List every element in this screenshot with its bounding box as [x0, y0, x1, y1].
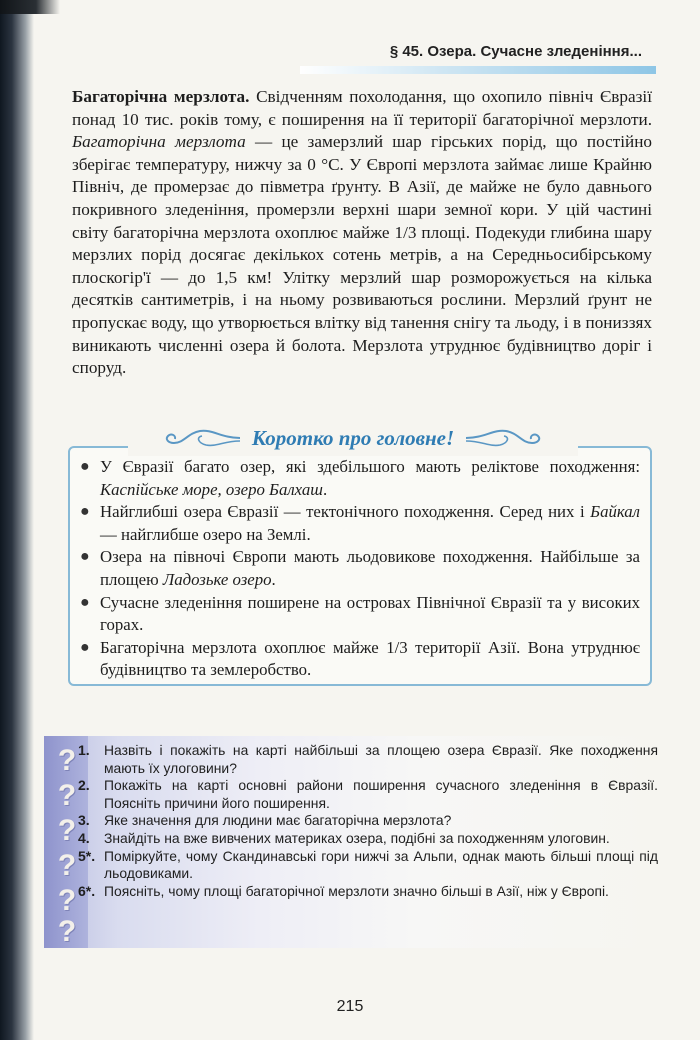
question-item — [68, 848, 658, 883]
scan-corner-shadow — [0, 0, 60, 14]
left-flourish-icon — [162, 425, 242, 451]
paragraph-text-1: Свідченням похолодання, що охопило північ Євразії понад 10 тис. років тому, є поширення на її території багаторічної мерзлоти. — [72, 87, 652, 129]
question-text: Знайдіть на вже вивчених материках озера, подібні за походженням улоговин. — [104, 829, 610, 846]
lead-term: Багаторічна мерзлота. — [72, 87, 250, 106]
question-number: 1. — [78, 742, 90, 758]
bullet-icon: ● — [80, 593, 90, 611]
book-spine-shadow — [0, 0, 34, 1040]
summary-item: ● Озера на півночі Європи мають льодовикове походження. Найбільше за площею Ладозьке озеро. — [80, 547, 640, 589]
summary-item: ● У Євразії багато озер, які здебільшого мають реліктове походження: Каспійське море, озеро Балхаш. — [80, 457, 640, 499]
question-number: 5*. — [78, 847, 96, 864]
bullet-icon: ● — [80, 503, 90, 521]
question-text: Назвіть і покажіть на карті найбільші за площею озера Євразії. Яке походження мають їх улоговини? — [104, 742, 658, 776]
term-italic: Багаторічна мерзлота — [72, 132, 246, 152]
question-text: Яке значення для людини має багаторічна мерзлота? — [104, 812, 452, 829]
questions-list — [68, 742, 658, 900]
page-number: 215 — [336, 998, 364, 1015]
bullet-icon: ● — [80, 638, 90, 656]
question-mark-icon: ? — [57, 779, 77, 812]
page-header: § 45. Озера. Сучасне зледеніння... — [389, 43, 642, 60]
question-item — [68, 812, 658, 830]
question-mark-icon: ? — [57, 814, 77, 847]
summary-item: ● Багаторічна мерзлота охоплює майже 1/3 території Азії. Вона утруднює будівництво та землеробство. — [80, 637, 640, 680]
right-flourish-icon — [464, 425, 544, 451]
summary-list — [80, 456, 640, 682]
question-number: 4. — [78, 829, 90, 846]
question-text: Поміркуйте, чому Скандинавські гори нижчі за Альпи, однак мають більші площі під льодовиками. — [104, 847, 658, 882]
question-text: Поясніть, чому площі багаторічної мерзлоти значно більші в Азії, ніж у Європі. — [104, 882, 609, 899]
paragraph-text-2: — це замерзлий шар гірських порід, що постійно зберігає температуру, нижчу за 0 °С. У Європі мерзлота займає лише Крайню Північ, де промерзає до півметра ґрунту. В Азії, де майже не було давнього покривного зледеніння, промерзли верхні шари земної кори. У цій частині світу багаторічна мерзлота охоплює майже 1/3 площі. Подекуди глибина шару мерзлих порід досягає декількох сотень метрів, а на Середньосибірському плоскогір'ї — до 1,5 км! Улітку мерзлий шар розморожується на кілька десятків сантиметрів, і на ньому розвиваються рослини. Мерзлий ґрунт не пропускає воду, що утворюється влітку від танення снігу та льоду, і в пониззях виникають численні озера й болота. Мерзлота утруднює будівництво доріг і споруд. — [72, 132, 652, 378]
question-item — [68, 830, 658, 848]
summary-title-row — [128, 420, 578, 456]
question-mark-icon: ? — [57, 884, 77, 917]
summary-item: ● Сучасне зледеніння поширене на островах Північної Євразії та у високих горах. — [80, 592, 640, 635]
question-mark-icon: ? — [57, 915, 77, 948]
bullet-icon: ● — [80, 548, 90, 566]
question-mark-icon: ? — [57, 849, 77, 882]
summary-item: ● Найглибші озера Євразії — тектонічного походження. Серед них і Байкал — найглибше озеро на Землі. — [80, 502, 640, 544]
summary-title: Коротко про головне! — [251, 425, 455, 450]
main-paragraph — [72, 86, 652, 380]
question-number: 6*. — [78, 882, 96, 899]
question-mark-icon: ? — [57, 744, 77, 777]
question-number: 3. — [78, 812, 90, 829]
question-item — [68, 883, 658, 901]
header-color-bar — [300, 66, 656, 74]
question-item — [68, 777, 658, 812]
question-text: Покажіть на карті основні райони поширення сучасного зледеніння в Євразії. Поясніть причини його поширення. — [104, 777, 658, 811]
bullet-icon: ● — [80, 458, 90, 475]
question-item — [68, 742, 658, 777]
question-number: 2. — [78, 777, 90, 794]
